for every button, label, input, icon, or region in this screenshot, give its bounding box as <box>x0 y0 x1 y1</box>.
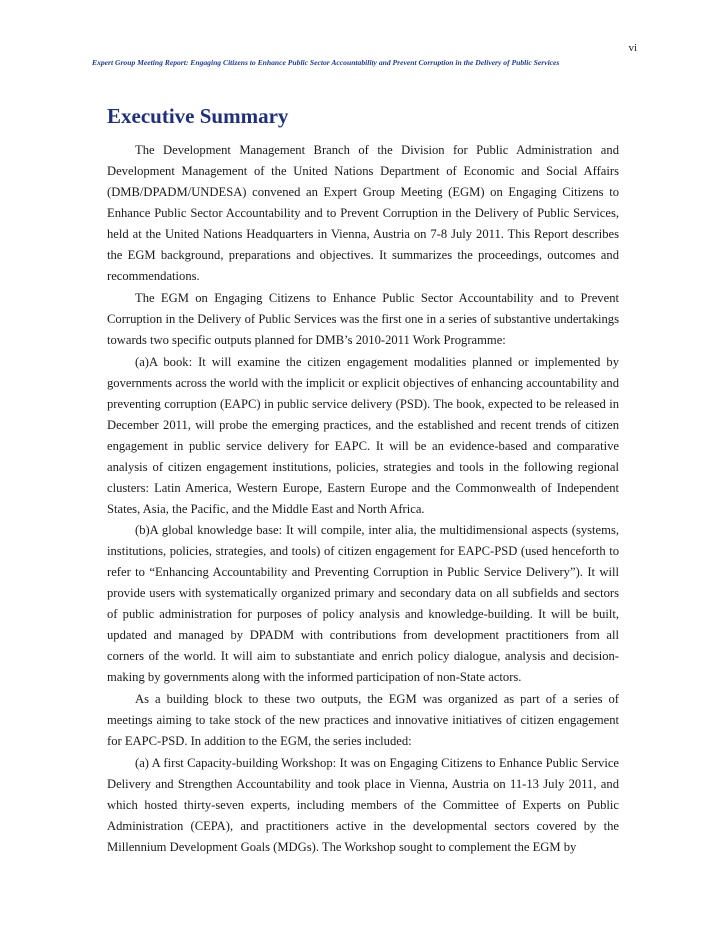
paragraph: The EGM on Engaging Citizens to Enhance Public Sector Accountability and to Prevent Corruption in the Delivery of Public Services was the first one in a series of substantive undertakings towards two specific outputs planned for DMB’s 2010-2011 Work Programme: <box>107 290 619 347</box>
section-title: Executive Summary <box>107 104 289 128</box>
body-text <box>107 140 619 859</box>
paragraph: As a building block to these two outputs, the EGM was organized as part of a series of meetings aiming to take stock of the new practices and innovative initiatives of citizen engagement for EAPC-PSD. In addition to the EGM, the series included: <box>107 692 619 749</box>
paragraph: (b)A global knowledge base: It will compile, inter alia, the multidimensional aspects (systems, institutions, policies, strategies, and tools) of citizen engagement for EAPC-PSD (used henceforth to refer to “Enhancing Accountability and Preventing Corruption in Public Service Delivery”). It will provide users with systematically organized primary and secondary data on all subfields and sectors of public administration for purposes of policy analysis and knowledge-building. It will be built, updated and managed by DPADM with contributions from development practitioners from all corners of the world. It will aim to substantiate and enrich policy dialogue, analysis and decision-making by governments along with the informed participation of non-State actors. <box>107 523 619 685</box>
paragraph: The Development Management Branch of the Division for Public Administration and Development Management of the United Nations Department of Economic and Social Affairs (DMB/DPADM/UNDESA) convened an Expert Group Meeting (EGM) on Engaging Citizens to Enhance Public Sector Accountability and to Prevent Corruption in the Delivery of Public Services, held at the United Nations Headquarters in Vienna, Austria on 7-8 July 2011. This Report describes the EGM background, preparations and objectives. It summarizes the proceedings, outcomes and recommendations. <box>107 143 619 283</box>
page-number: vi <box>628 42 637 54</box>
running-header: Expert Group Meeting Report: Engaging Citizens to Enhance Public Sector Accountability and Prevent Corruption in the Delivery of Public Services <box>92 58 560 67</box>
paragraph: (a)A book: It will examine the citizen engagement modalities planned or implemented by governments across the world with the implicit or explicit objectives of enhancing accountability and preventing corruption (EAPC) in public service delivery (PSD). The book, expected to be released in December 2011, will probe the emerging practices, and the established and recent trends of citizen engagement in public service delivery for EAPC. It will be an evidence-based and comparative analysis of citizen engagement institutions, policies, strategies and tools in the following regional clusters: Latin America, Western Europe, Eastern Europe and the Commonwealth of Independent States, Asia, the Pacific, and the Middle East and North Africa. <box>107 354 619 516</box>
paragraph: (a) A first Capacity-building Workshop: It was on Engaging Citizens to Enhance Public Service Delivery and Strengthen Accountability and took place in Vienna, Austria on 11-13 July 2011, and which hosted thirty-seven experts, including members of the Committee of Experts on Public Administration (CEPA), and practitioners active in the developmental sectors covered by the Millennium Development Goals (MDGs). The Workshop sought to complement the EGM by <box>107 755 619 854</box>
